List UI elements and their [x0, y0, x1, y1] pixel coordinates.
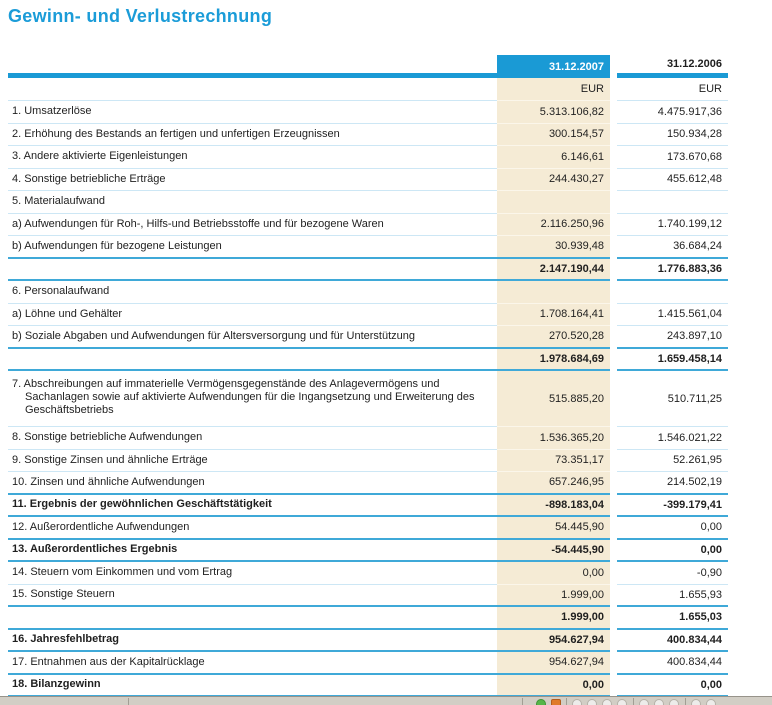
taskbar-strip — [0, 696, 772, 705]
table-row — [8, 304, 728, 327]
table-row — [8, 652, 728, 675]
value-2006: 0,00 — [617, 540, 728, 563]
value-2007: 1.536.365,20 — [497, 427, 610, 450]
value-2007: 0,00 — [497, 562, 610, 585]
table-row — [8, 517, 728, 540]
value-2007: 1.999,00 — [497, 585, 610, 608]
value-2006: 173.670,68 — [617, 146, 728, 169]
row-label: a) Löhne und Gehälter — [8, 304, 497, 327]
value-2006: 510.711,25 — [617, 371, 728, 427]
table-row — [8, 495, 728, 518]
value-2007: 657.246,95 — [497, 472, 610, 495]
value-2007 — [497, 191, 610, 214]
table-row — [8, 349, 728, 372]
column-gap — [610, 630, 617, 653]
row-label: 18. Bilanzgewinn — [8, 675, 497, 698]
column-gap — [610, 652, 617, 675]
column-gap — [610, 427, 617, 450]
taskbar-button-icon[interactable] — [669, 699, 679, 705]
value-2006: 1.415.561,04 — [617, 304, 728, 327]
column-gap — [610, 259, 617, 282]
column-gap — [610, 191, 617, 214]
value-2007: 5.313.106,82 — [497, 101, 610, 124]
taskbar-divider — [128, 698, 129, 705]
value-2007: 1.708.164,41 — [497, 304, 610, 327]
value-2006: 214.502,19 — [617, 472, 728, 495]
column-gap — [610, 540, 617, 563]
table-row — [8, 169, 728, 192]
column-gap — [610, 349, 617, 372]
value-2006: 1.776.883,36 — [617, 259, 728, 282]
value-2007: 300.154,57 — [497, 124, 610, 147]
row-label: 15. Sonstige Steuern — [8, 585, 497, 608]
row-label: 2. Erhöhung des Bestands an fertigen und unfertigen Erzeugnissen — [8, 124, 497, 147]
value-2006: 1.659.458,14 — [617, 349, 728, 372]
row-label: 14. Steuern vom Einkommen und vom Ertrag — [8, 562, 497, 585]
row-label — [8, 349, 497, 372]
column-gap — [610, 101, 617, 124]
value-2006: -0,90 — [617, 562, 728, 585]
value-2006: 0,00 — [617, 675, 728, 698]
column-gap — [610, 607, 617, 630]
value-2007: 30.939,48 — [497, 236, 610, 259]
page-title: Gewinn- und Verlustrechnung — [8, 6, 273, 26]
value-2006: 400.834,44 — [617, 652, 728, 675]
row-label: 5. Materialaufwand — [8, 191, 497, 214]
profit-loss-table — [8, 55, 728, 697]
taskbar-button-icon[interactable] — [654, 699, 664, 705]
table-row — [8, 371, 728, 427]
value-2007: 515.885,20 — [497, 371, 610, 427]
row-label: b) Aufwendungen für bezogene Leistungen — [8, 236, 497, 259]
column-gap — [610, 675, 617, 698]
value-2007: 54.445,90 — [497, 517, 610, 540]
taskbar-button-icon[interactable] — [536, 699, 546, 705]
value-2007: 1.978.684,69 — [497, 349, 610, 372]
row-label: b) Soziale Abgaben und Aufwendungen für Altersversorgung und für Unterstützung — [8, 326, 497, 349]
table-row — [8, 124, 728, 147]
value-2006: 4.475.917,36 — [617, 101, 728, 124]
column-gap — [610, 371, 617, 427]
value-2007: 2.147.190,44 — [497, 259, 610, 282]
value-2007: 244.430,27 — [497, 169, 610, 192]
value-2007: 0,00 — [497, 675, 610, 698]
value-2006: 243.897,10 — [617, 326, 728, 349]
row-label: 16. Jahresfehlbetrag — [8, 630, 497, 653]
value-2007: 954.627,94 — [497, 652, 610, 675]
column-gap — [610, 55, 617, 78]
column-gap — [610, 146, 617, 169]
taskbar-button-icon[interactable] — [639, 699, 649, 705]
taskbar-divider — [633, 698, 634, 705]
row-label: 9. Sonstige Zinsen und ähnliche Erträge — [8, 450, 497, 473]
unit-2006: EUR — [617, 78, 728, 101]
value-2006 — [617, 191, 728, 214]
row-label: 7. Abschreibungen auf immaterielle Vermögensgegenstände des Anlagevermögens und Sachanlagen sowie auf aktivierte Aufwendungen für die Ingangsetzung und Erweiterung des Geschäftsbetriebs — [8, 371, 497, 427]
table-row — [8, 450, 728, 473]
row-label: 4. Sonstige betriebliche Erträge — [8, 169, 497, 192]
column-gap — [610, 517, 617, 540]
row-label — [8, 607, 497, 630]
taskbar-button-icon[interactable] — [706, 699, 716, 705]
value-2007: -54.445,90 — [497, 540, 610, 563]
column-header-2007: 31.12.2007 — [497, 55, 610, 78]
row-label: 13. Außerordentliches Ergebnis — [8, 540, 497, 563]
table-row — [8, 562, 728, 585]
row-label: 10. Zinsen und ähnliche Aufwendungen — [8, 472, 497, 495]
column-header-2006: 31.12.2006 — [617, 55, 728, 78]
row-label — [8, 259, 497, 282]
table-row — [8, 585, 728, 608]
table-row — [8, 146, 728, 169]
table-row — [8, 630, 728, 653]
row-label: 1. Umsatzerlöse — [8, 101, 497, 124]
column-gap — [610, 281, 617, 304]
taskbar-button-icon[interactable] — [587, 699, 597, 705]
taskbar-button-icon[interactable] — [572, 699, 582, 705]
column-gap — [610, 450, 617, 473]
unit-row — [8, 78, 728, 101]
value-2006 — [617, 281, 728, 304]
row-label: 6. Personalaufwand — [8, 281, 497, 304]
table-row — [8, 472, 728, 495]
value-2006: 1.740.199,12 — [617, 214, 728, 237]
column-gap — [610, 585, 617, 608]
value-2007: 6.146,61 — [497, 146, 610, 169]
row-label: 8. Sonstige betriebliche Aufwendungen — [8, 427, 497, 450]
value-2006: 455.612,48 — [617, 169, 728, 192]
table-row — [8, 214, 728, 237]
row-label: 3. Andere aktivierte Eigenleistungen — [8, 146, 497, 169]
row-label: 12. Außerordentliche Aufwendungen — [8, 517, 497, 540]
row-label: a) Aufwendungen für Roh-, Hilfs-und Betriebsstoffe und für bezogene Waren — [8, 214, 497, 237]
taskbar-button-icon[interactable] — [602, 699, 612, 705]
table-row — [8, 675, 728, 698]
table-row — [8, 101, 728, 124]
taskbar-button-icon[interactable] — [551, 699, 561, 705]
value-2007 — [497, 281, 610, 304]
value-2007: -898.183,04 — [497, 495, 610, 518]
value-2007: 73.351,17 — [497, 450, 610, 473]
taskbar-divider — [685, 698, 686, 705]
row-label: 11. Ergebnis der gewöhnlichen Geschäftstätigkeit — [8, 495, 497, 518]
unit-2007: EUR — [497, 78, 610, 101]
value-2007: 1.999,00 — [497, 607, 610, 630]
value-2006: 1.546.021,22 — [617, 427, 728, 450]
column-gap — [610, 78, 617, 101]
value-2007: 954.627,94 — [497, 630, 610, 653]
taskbar-divider — [522, 698, 523, 705]
column-gap — [610, 169, 617, 192]
table-row — [8, 540, 728, 563]
taskbar-button-icon[interactable] — [691, 699, 701, 705]
pnl-rows — [8, 101, 728, 697]
value-2007: 2.116.250,96 — [497, 214, 610, 237]
table-row — [8, 281, 728, 304]
table-row — [8, 236, 728, 259]
table-row — [8, 259, 728, 282]
value-2006: 1.655,03 — [617, 607, 728, 630]
value-2006: 0,00 — [617, 517, 728, 540]
column-gap — [610, 495, 617, 518]
row-label: 17. Entnahmen aus der Kapitalrücklage — [8, 652, 497, 675]
column-gap — [610, 124, 617, 147]
value-2006: 52.261,95 — [617, 450, 728, 473]
column-gap — [610, 214, 617, 237]
table-row — [8, 326, 728, 349]
value-2006: 150.934,28 — [617, 124, 728, 147]
column-gap — [610, 236, 617, 259]
column-gap — [610, 562, 617, 585]
value-2007: 270.520,28 — [497, 326, 610, 349]
table-row — [8, 607, 728, 630]
value-2006: 400.834,44 — [617, 630, 728, 653]
table-row — [8, 191, 728, 214]
value-2006: -399.179,41 — [617, 495, 728, 518]
column-gap — [610, 304, 617, 327]
column-gap — [610, 472, 617, 495]
unit-label-spacer — [8, 78, 497, 101]
value-2006: 36.684,24 — [617, 236, 728, 259]
taskbar-divider — [566, 698, 567, 705]
taskbar-button-icon[interactable] — [617, 699, 627, 705]
table-header-row — [8, 55, 728, 78]
column-gap — [610, 326, 617, 349]
header-label-spacer — [8, 55, 497, 78]
table-row — [8, 427, 728, 450]
value-2006: 1.655,93 — [617, 585, 728, 608]
